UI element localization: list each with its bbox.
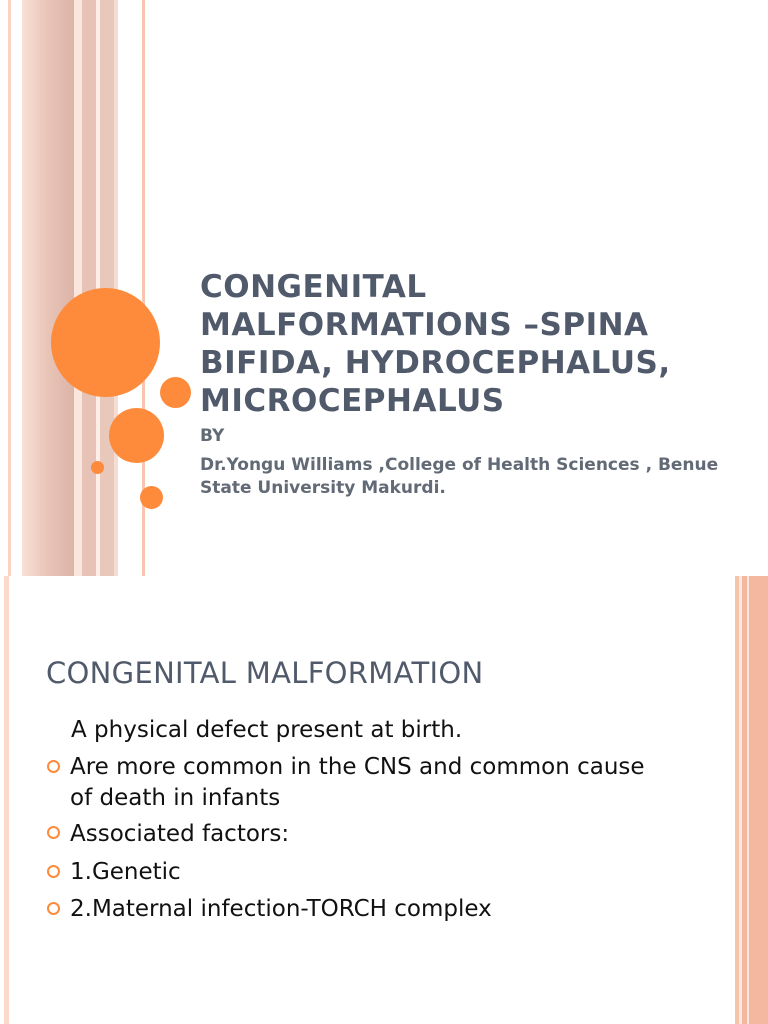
medium-circle-decoration [109, 408, 164, 463]
list-item: Associated factors: [70, 821, 290, 847]
list-item: 2.Maternal infection-TORCH complex [70, 896, 492, 922]
bullet-circle-icon [47, 760, 60, 773]
subtitle-by: BY [200, 426, 225, 446]
stripe-decoration [74, 0, 82, 576]
large-circle-decoration [51, 288, 160, 397]
list-item: 1.Genetic [70, 859, 181, 885]
content-slide [0, 576, 768, 1024]
list-item: Are more common in the CNS and common cause of death in infants [70, 754, 645, 811]
bullet-circle-icon [47, 865, 60, 878]
intro-text: A physical defect present at birth. [71, 717, 463, 743]
slide-title: CONGENITAL MALFORMATIONS –SPINA BIFIDA, HYDROCEPHALUS, MICROCEPHALUS [200, 269, 671, 419]
slide-title: CONGENITAL MALFORMATION [46, 656, 484, 690]
bullet-circle-icon [47, 902, 60, 915]
stripe-decoration [4, 576, 9, 1024]
tiny-circle-decoration [91, 461, 104, 474]
small-circle-decoration [160, 377, 191, 408]
stripe-decoration [749, 576, 768, 1024]
small-circle-decoration [140, 486, 163, 509]
subtitle-author: Dr.Yongu Williams ,College of Health Sciences , Benue State University Makurdi. [200, 455, 719, 498]
stripe-decoration [8, 0, 11, 576]
bullet-circle-icon [47, 826, 60, 839]
stripe-decoration [22, 0, 74, 576]
stripe-decoration [82, 0, 96, 576]
